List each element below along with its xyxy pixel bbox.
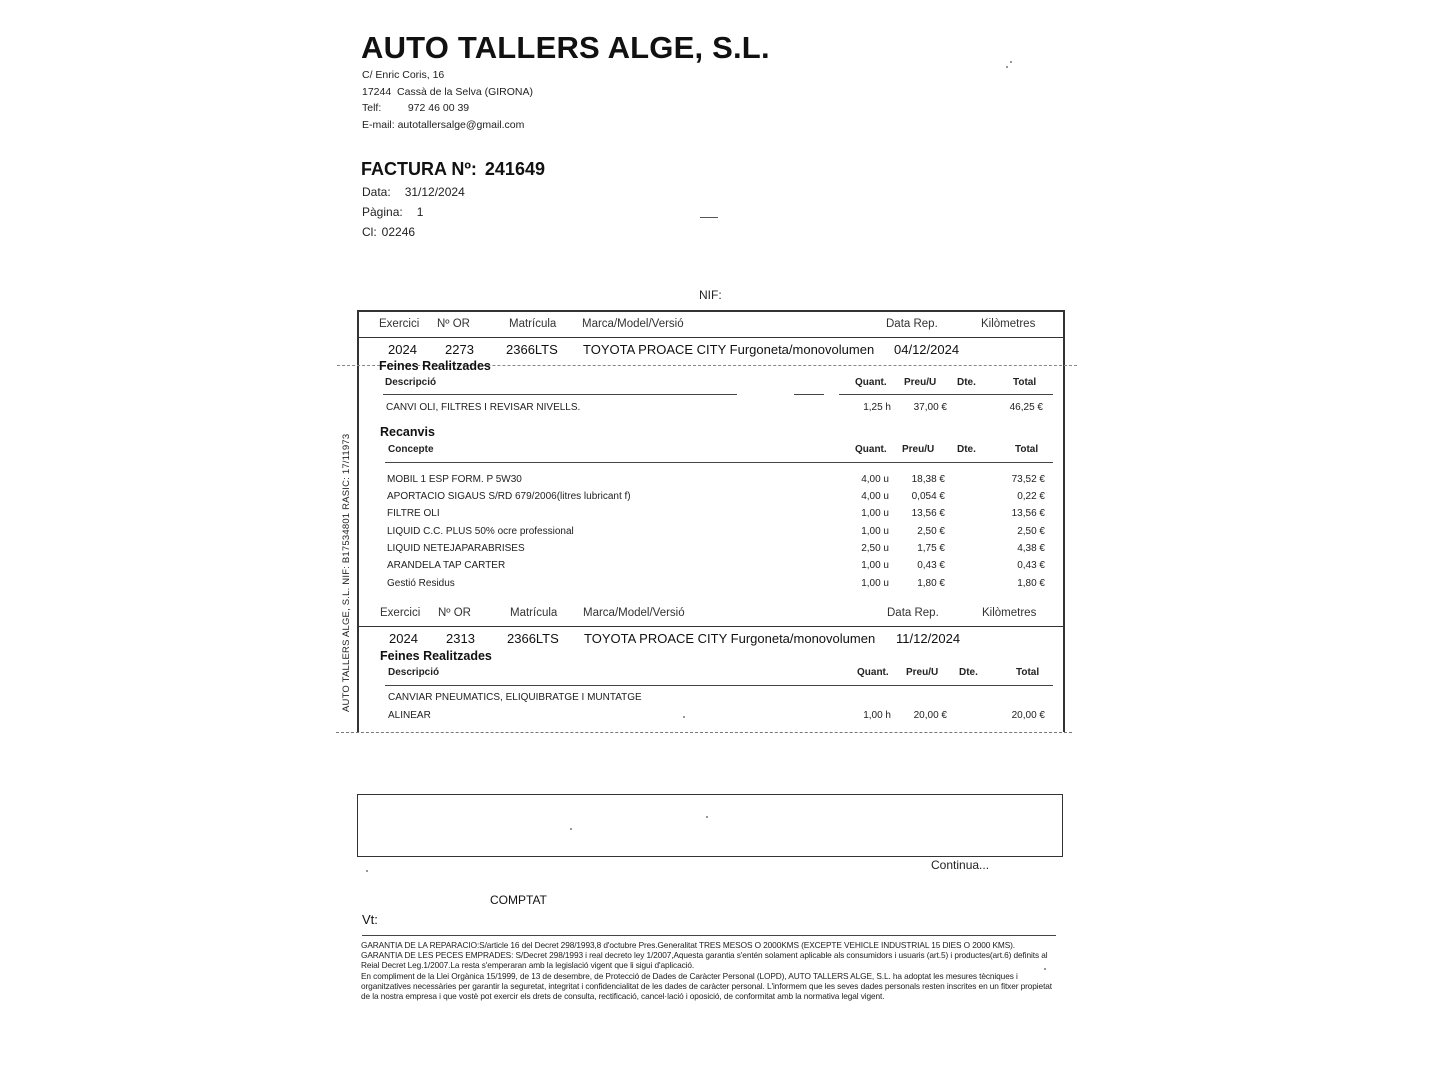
order-data-rep: 04/12/2024 bbox=[894, 342, 960, 357]
order-header-row bbox=[359, 603, 1063, 627]
company-phone-line bbox=[362, 102, 469, 114]
scan-speck bbox=[1006, 66, 1008, 68]
rule bbox=[385, 685, 1053, 686]
line-desc: CANVI OLI, FILTRES I REVISAR NIVELLS. bbox=[386, 402, 581, 413]
line-quant: 1,00 u bbox=[861, 560, 889, 571]
scan-speck bbox=[366, 870, 368, 872]
invoice-title bbox=[361, 159, 545, 180]
stray-mark bbox=[700, 217, 718, 218]
line-quant: 4,00 u bbox=[861, 474, 889, 485]
col-quant: Quant. bbox=[857, 667, 889, 678]
city: Cassà de la Selva (GIRONA) bbox=[397, 86, 534, 98]
order-num-or: 2273 bbox=[445, 342, 474, 357]
line-desc: ALINEAR bbox=[388, 710, 431, 721]
line-preu: 18,38 € bbox=[911, 474, 945, 485]
line-desc: MOBIL 1 ESP FORM. P 5W30 bbox=[387, 474, 522, 485]
email-label: E-mail: bbox=[362, 119, 395, 131]
line-total: 4,38 € bbox=[1017, 543, 1045, 554]
payment-method: COMPTAT bbox=[490, 893, 547, 907]
order-vehicle: TOYOTA PROACE CITY Furgoneta/monovolumen bbox=[584, 631, 876, 646]
col-matricula: Matrícula bbox=[510, 607, 558, 619]
line-total: 1,80 € bbox=[1017, 578, 1045, 589]
col-dte: Dte. bbox=[957, 377, 976, 388]
continua-label: Continua... bbox=[931, 858, 990, 872]
col-km: Kilòmetres bbox=[982, 607, 1037, 619]
col-descripcio: Descripció bbox=[385, 377, 437, 388]
col-total: Total bbox=[1013, 377, 1037, 388]
col-preu: Preu/U bbox=[906, 667, 939, 678]
line-preu: 0,054 € bbox=[911, 491, 945, 502]
line-total: 73,52 € bbox=[1011, 474, 1045, 485]
work-line bbox=[359, 692, 1063, 709]
line-desc: ARANDELA TAP CARTER bbox=[387, 560, 506, 571]
phone-label: Telf: bbox=[362, 102, 382, 114]
line-desc: Gestió Residus bbox=[387, 578, 455, 589]
line-desc: LIQUID NETEJAPARABRISES bbox=[387, 543, 525, 554]
line-desc: APORTACIO SIGAUS S/RD 679/2006(litres lubricant f) bbox=[387, 491, 631, 502]
line-desc: CANVIAR PNEUMATICS, ELIQUIBRATGE I MUNTATGE bbox=[388, 692, 642, 703]
col-descripcio: Descripció bbox=[388, 667, 440, 678]
line-total: 0,43 € bbox=[1017, 560, 1045, 571]
order-matricula: 2366LTS bbox=[507, 631, 559, 646]
col-total: Total bbox=[1016, 667, 1040, 678]
observations-box bbox=[357, 794, 1063, 857]
line-total: 20,00 € bbox=[1011, 710, 1045, 721]
col-exercici: Exercici bbox=[379, 318, 420, 330]
parts-line bbox=[359, 474, 1063, 491]
scan-speck bbox=[1044, 968, 1046, 970]
line-preu: 13,56 € bbox=[911, 508, 945, 519]
page-label: Pàgina: bbox=[362, 205, 403, 219]
scan-speck bbox=[683, 716, 685, 718]
order-value-row bbox=[359, 337, 1063, 358]
rule bbox=[839, 394, 1053, 395]
col-num-or: Nº OR bbox=[438, 607, 471, 619]
line-quant: 1,25 h bbox=[863, 402, 891, 413]
section-title-work: Feines Realitzades bbox=[379, 359, 491, 373]
legal-text bbox=[361, 940, 1057, 1001]
footer-rule bbox=[362, 935, 1056, 936]
work-line bbox=[359, 710, 1063, 727]
scan-speck bbox=[1010, 61, 1012, 63]
col-matricula: Matrícula bbox=[509, 318, 557, 330]
invoice-date: 31/12/2024 bbox=[404, 185, 465, 199]
order-num-or: 2313 bbox=[446, 631, 475, 646]
col-quant: Quant. bbox=[855, 377, 887, 388]
line-quant: 1,00 u bbox=[861, 526, 889, 537]
line-preu: 2,50 € bbox=[917, 526, 945, 537]
line-preu: 1,75 € bbox=[917, 543, 945, 554]
line-quant: 1,00 u bbox=[861, 578, 889, 589]
col-num-or: Nº OR bbox=[437, 318, 470, 330]
line-total: 0,22 € bbox=[1017, 491, 1045, 502]
order-value-row bbox=[359, 626, 1063, 647]
line-desc: FILTRE OLI bbox=[387, 508, 440, 519]
col-data-rep: Data Rep. bbox=[886, 318, 938, 330]
client-nif-label: NIF: bbox=[699, 288, 722, 302]
line-preu: 37,00 € bbox=[913, 402, 947, 413]
company-email-line bbox=[362, 119, 524, 131]
line-total: 46,25 € bbox=[1009, 402, 1043, 413]
rule bbox=[794, 394, 824, 395]
parts-column-headers bbox=[359, 444, 1063, 462]
parts-line bbox=[359, 543, 1063, 560]
scan-speck bbox=[570, 828, 572, 830]
invoice-page-line bbox=[362, 205, 423, 219]
section-title-parts: Recanvis bbox=[380, 425, 435, 439]
phone: 972 46 00 39 bbox=[407, 102, 470, 114]
order-matricula: 2366LTS bbox=[506, 342, 558, 357]
col-preu: Preu/U bbox=[904, 377, 937, 388]
col-km: Kilòmetres bbox=[981, 318, 1036, 330]
col-marca: Marca/Model/Versió bbox=[583, 607, 685, 619]
col-preu: Preu/U bbox=[902, 444, 935, 455]
line-quant: 4,00 u bbox=[861, 491, 889, 502]
line-total: 2,50 € bbox=[1017, 526, 1045, 537]
col-total: Total bbox=[1015, 444, 1039, 455]
rule bbox=[383, 394, 737, 395]
line-quant: 1,00 h bbox=[863, 710, 891, 721]
order-exercici: 2024 bbox=[389, 631, 418, 646]
order-vehicle: TOYOTA PROACE CITY Furgoneta/monovolumen bbox=[583, 342, 875, 357]
line-preu: 20,00 € bbox=[913, 710, 947, 721]
invoice-date-line bbox=[362, 185, 465, 199]
col-quant: Quant. bbox=[855, 444, 887, 455]
frame-bottom-edge bbox=[336, 732, 1072, 733]
line-total: 13,56 € bbox=[1011, 508, 1045, 519]
work-line bbox=[359, 402, 1063, 419]
invoice-number: 241649 bbox=[484, 159, 545, 179]
line-preu: 0,43 € bbox=[917, 560, 945, 571]
col-dte: Dte. bbox=[957, 444, 976, 455]
order-exercici: 2024 bbox=[388, 342, 417, 357]
side-registry-text: AUTO TALLERS ALGE, S.L. NIF: B17534801 RASIC: 17/11973 bbox=[341, 433, 352, 712]
vt-label: Vt: bbox=[362, 912, 378, 927]
invoice-title-label: FACTURA Nº: bbox=[361, 159, 477, 179]
line-preu: 1,80 € bbox=[917, 578, 945, 589]
parts-line bbox=[359, 508, 1063, 525]
scan-speck bbox=[706, 816, 708, 818]
company-address: C/ Enric Coris, 16 bbox=[362, 69, 445, 81]
line-quant: 2,50 u bbox=[861, 543, 889, 554]
line-desc: LIQUID C.C. PLUS 50% ocre professional bbox=[387, 526, 574, 537]
work-column-headers bbox=[359, 377, 1063, 395]
parts-line bbox=[359, 560, 1063, 577]
rule bbox=[385, 462, 1053, 463]
parts-line bbox=[359, 526, 1063, 543]
client-label: Cl: bbox=[362, 225, 377, 239]
section-title-work: Feines Realitzades bbox=[380, 649, 492, 663]
parts-line bbox=[359, 491, 1063, 508]
invoice-page: 1 bbox=[416, 205, 424, 219]
col-marca: Marca/Model/Versió bbox=[582, 318, 684, 330]
invoice-client-line bbox=[362, 225, 415, 239]
company-name: AUTO TALLERS ALGE, S.L. bbox=[361, 30, 770, 65]
invoice-lines-frame bbox=[357, 310, 1065, 732]
company-city-line bbox=[362, 86, 533, 98]
privacy-text: En compliment de la Llei Orgànica 15/1999, de 13 de desembre, de Protecció de Dades de Caràcter Personal (LOPD), AUTO TALLERS ALGE, S.L. ha adoptat les mesures tècniques i organitzatives necessàries per garantir la seguretat, integritat i confidencialitat de les dades de caràcter personal. L'informem que les seves dades personals resten inscrites en un fitxer propietat de la nostra empresa i que vostè pot exercir els drets de consulta, rectificació, cancel·lació i oposició, de conformitat amb la normativa legal vigent. bbox=[361, 970, 1052, 1002]
email: autotallersalge@gmail.com bbox=[397, 119, 525, 131]
col-dte: Dte. bbox=[959, 667, 978, 678]
work-column-headers bbox=[359, 667, 1063, 685]
parts-line bbox=[359, 578, 1063, 595]
date-label: Data: bbox=[362, 185, 391, 199]
order-data-rep: 11/12/2024 bbox=[896, 631, 961, 646]
postal-code: 17244 bbox=[362, 86, 392, 98]
col-data-rep: Data Rep. bbox=[887, 607, 939, 619]
order-header-row bbox=[359, 314, 1063, 338]
col-concepte: Concepte bbox=[388, 444, 434, 455]
col-exercici: Exercici bbox=[380, 607, 421, 619]
client-code: 02246 bbox=[381, 225, 416, 239]
warranty-text: GARANTIA DE LA REPARACIO:S/article 16 del Decret 298/1993,8 d'octubre Pres.Generalitat TRES MESOS O 2000KMS (EXCEPTE VEHICLE INDUSTRIAL 15 DIES O 2000 KMS). GARANTIA DE LES PECES EMPRADES: S/Decret 298/1993 i real decreto ley 1/2007,Aquesta garantia s'entén solament aplicable als consumidors i usuaris (art.5) i productes(art.6) definits al Reial Decret Leg.1/2007.La resta s'emperaran amb la legislació vigent que li sigui d'aplicació. bbox=[361, 940, 1048, 971]
line-quant: 1,00 u bbox=[861, 508, 889, 519]
